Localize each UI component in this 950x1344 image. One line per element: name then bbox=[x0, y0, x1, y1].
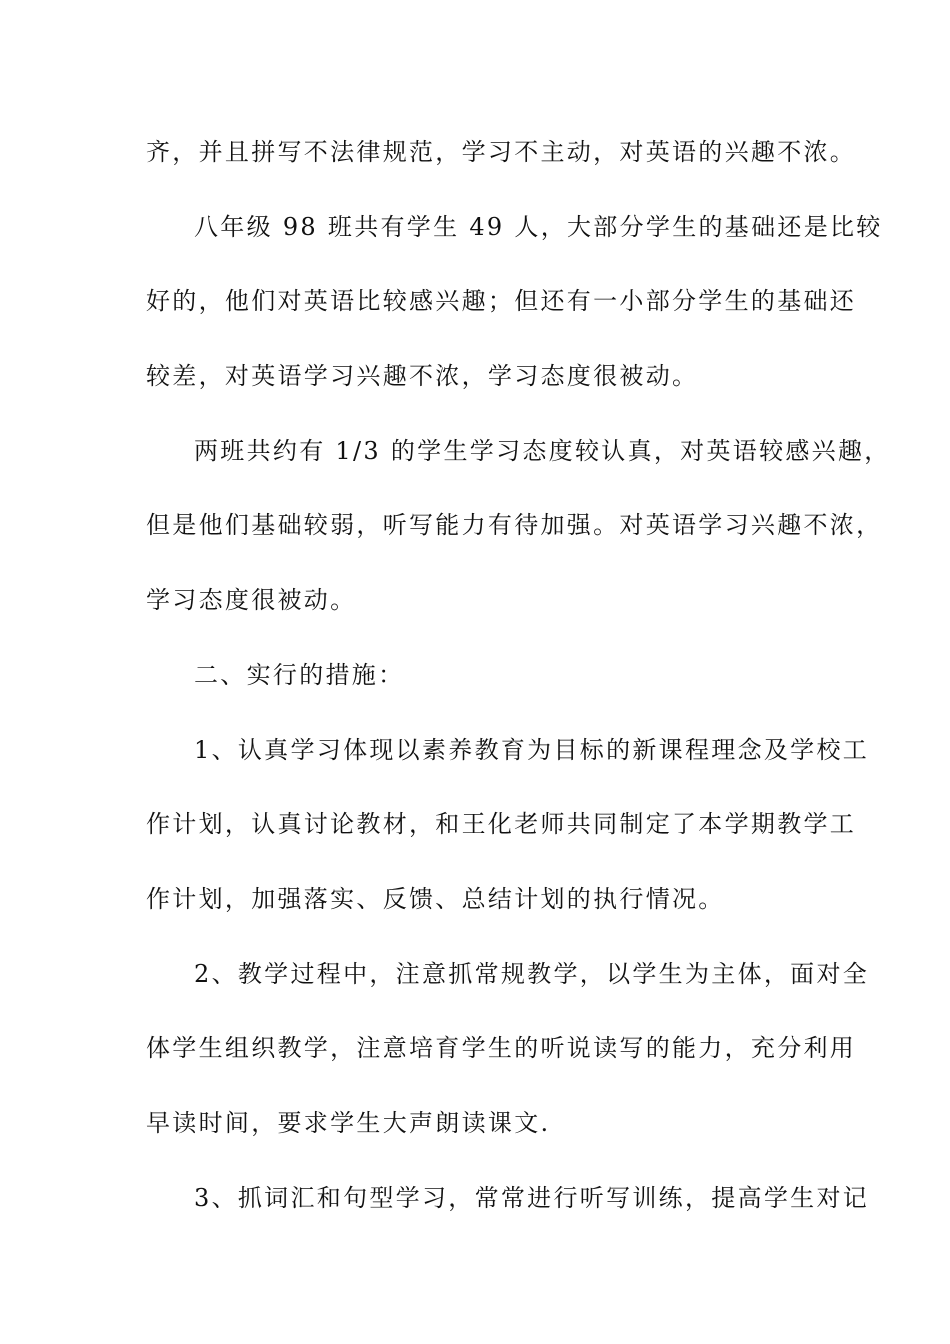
paragraph-line: 两班共约有 1/3 的学生学习态度较认真，对英语较感兴趣， bbox=[194, 437, 891, 465]
section-heading: 二、实行的措施： bbox=[194, 661, 405, 689]
paragraph-line: 作计划，加强落实、反馈、总结计划的执行情况。 bbox=[146, 885, 725, 913]
paragraph-line: 八年级 98 班共有学生 49 人，大部分学生的基础还是比较 bbox=[194, 213, 883, 241]
paragraph-line: 学习态度很被动。 bbox=[146, 586, 357, 614]
paragraph-line: 较差，对英语学习兴趣不浓，学习态度很被动。 bbox=[146, 362, 699, 390]
paragraph-line: 齐，并且拼写不法律规范，学习不主动，对英语的兴趣不浓。 bbox=[146, 138, 857, 166]
paragraph-line: 3、抓词汇和句型学习，常常进行听写训练，提高学生对记 bbox=[194, 1184, 870, 1212]
paragraph-line: 早读时间，要求学生大声朗读课文. bbox=[146, 1109, 551, 1137]
paragraph-line: 但是他们基础较弱，听写能力有待加强。对英语学习兴趣不浓， bbox=[146, 511, 883, 539]
paragraph-line: 体学生组织教学，注意培育学生的听说读写的能力，充分利用 bbox=[146, 1034, 857, 1062]
paragraph-line: 1、认真学习体现以素养教育为目标的新课程理念及学校工 bbox=[194, 736, 870, 764]
paragraph-line: 2、教学过程中，注意抓常规教学，以学生为主体，面对全 bbox=[194, 960, 870, 988]
paragraph-line: 作计划，认真讨论教材，和王化老师共同制定了本学期教学工 bbox=[146, 810, 857, 838]
paragraph-line: 好的，他们对英语比较感兴趣；但还有一小部分学生的基础还 bbox=[146, 287, 857, 315]
